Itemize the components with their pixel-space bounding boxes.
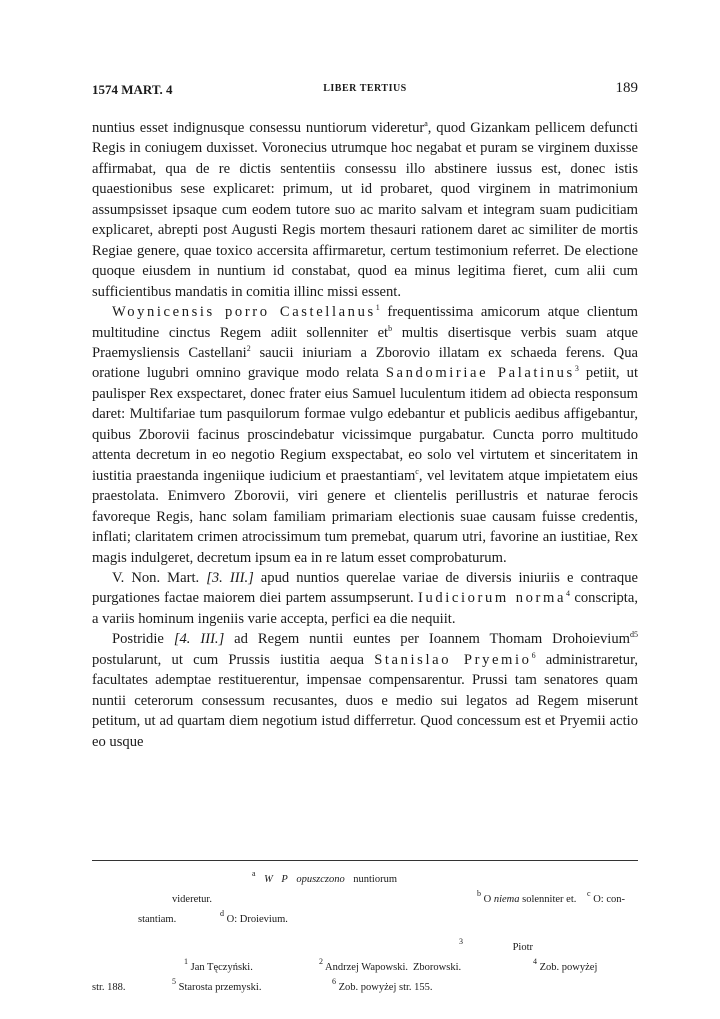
footnote-divider bbox=[92, 860, 638, 861]
source-siglum: O bbox=[483, 894, 492, 905]
footnote-ref-3: 3 bbox=[574, 364, 579, 374]
paragraph-2 bbox=[92, 302, 638, 568]
footnote-5 bbox=[172, 978, 332, 998]
running-header bbox=[92, 80, 638, 102]
footnote-ref-1: 1 bbox=[375, 303, 380, 313]
footnote-mark: 2 bbox=[319, 957, 323, 966]
footnote-mark: 5 bbox=[172, 977, 176, 986]
paragraph-3 bbox=[92, 568, 638, 629]
footnote-ref-b: b bbox=[388, 323, 393, 333]
footnotes bbox=[92, 870, 638, 998]
text-run: nuntius esset indignusque consessu nuntiorum videretur bbox=[92, 120, 425, 136]
note-text: Andrzej Wapowski. bbox=[325, 962, 408, 973]
text-run: ad Regem nuntii euntes per Ioannem Thomam Drohoievium bbox=[224, 631, 630, 648]
footnote-mark: 1 bbox=[184, 957, 188, 966]
page-number: 189 bbox=[615, 80, 638, 96]
footnote-a bbox=[172, 870, 397, 910]
footnote-mark: 3 bbox=[459, 937, 463, 946]
text-run: multis disertisque verbis suam atque Praemysliensis Castellani bbox=[92, 324, 638, 361]
text-run: conscripta, a variis hominum ingeniis varie accepta, perfici ea die nequiit. bbox=[92, 590, 638, 627]
note-text: Zob. powyżej bbox=[539, 962, 598, 973]
note-text: Zob. powyżej str. 155. bbox=[338, 982, 433, 993]
date-bracket: [3. III.] bbox=[206, 569, 254, 586]
footnote-3 bbox=[413, 938, 533, 978]
text-run: V. Non. Mart. bbox=[112, 569, 207, 586]
source-siglum: W P bbox=[264, 874, 288, 885]
text-run: postularunt, ut cum Prussis iustitia aequa bbox=[92, 651, 375, 668]
footnote-mark: b bbox=[477, 889, 481, 898]
note-text: Starosta przemyski. bbox=[178, 982, 262, 993]
footnote-ref-4: 4 bbox=[566, 589, 571, 599]
numbered-notes-line-1 bbox=[92, 938, 638, 978]
note-text: O: Droievium. bbox=[226, 914, 288, 925]
spaced-name: Stanislao Pryemio bbox=[374, 651, 532, 668]
note-text: Piotr Zborowski. bbox=[413, 942, 533, 973]
note-text: nuntiorum videretur. bbox=[172, 874, 398, 905]
footnote-b bbox=[397, 890, 587, 910]
footnote-ref-c: c bbox=[415, 466, 419, 476]
text-run: , vel levitatem atque impietatem eius praestolata. Enimvero Zborovii, viri genere et clientelis perillustris et naturae ferocis favoreque Regis, hanc solam familiam primariam electionis suae causam fuisse credentis, inflati; claritatem crimen atrocissimum tum premebat, quarum utri, favorine an iustitiae, Rex magis indulgeret, decretum ipsum ea in re latum esset comprobaturum. bbox=[92, 467, 638, 566]
footnote-mark: c bbox=[587, 889, 591, 898]
note-text: solenniter et. bbox=[522, 894, 577, 905]
text-run: Postridie bbox=[112, 631, 174, 648]
footnote-ref-a: a bbox=[424, 119, 428, 128]
footnote-mark: d bbox=[220, 909, 224, 918]
text-run: administraretur, facultates ademptae restituerentur, impensae compensarentur. Prussi tam senatores quam nuntii ceterorum consessum recusantes, duos e medio sui legatos ad Regem miserunt petitum, ut ad quartam diem negotium istud differretur. Quod concessum est et Pryemii actio eo usque bbox=[92, 651, 638, 750]
footnote-4 bbox=[533, 957, 598, 973]
apparatus-line-2 bbox=[92, 910, 638, 930]
spaced-name: Sandomiriae Palatinus bbox=[385, 365, 575, 382]
footnote-mark: 6 bbox=[332, 977, 336, 986]
spaced-name: Iudiciorum norma bbox=[417, 590, 567, 607]
note-text: stantiam. bbox=[138, 914, 177, 925]
spaced-name: Woynicensis porro Castellanus bbox=[112, 304, 376, 321]
footnote-ref-6: 6 bbox=[531, 650, 536, 660]
note-word: opuszczono bbox=[296, 874, 345, 885]
text-run: apud nuntios querelae variae de diversis iniuriis e contraque purgationes factae maiorem diei partem assumpserunt. bbox=[92, 569, 638, 607]
footnote-6 bbox=[332, 977, 433, 993]
header-title: LIBER TERTIUS bbox=[323, 83, 407, 94]
text-run: petiit, ut paulisper Rex exspectaret, donec frater eius Samuel luculentum itidem ad obiecta responsum daret: Multifariae tum pasquilorum formae vulgo edebantur et publicis aedibus affigebantur, quibus Zborovii facinus proscindebatur vicissimque purgabatur. Cuncta porro multitudo attenta decretum in eo negotio Regium exspectabat, eo solo vel virtutem et sinceritatem in iustitia praestanda ingeniique iudicium et praestantiam bbox=[92, 365, 638, 484]
text-run: , quod Gizankam pellicem defuncti Regis in coniugem duxisset. Voronecius utrumque hoc negabat et puram se virginem duxisse affirmabat, qua de re dictis sententiis consessu illo abstinere iussus est, donec istis quaestionibus sese explicaret: primum, ut id probaret, quod virginem in matrimonium assumpsisset ipsaque cum eodem tutore suo ac marito salvam et integram suam pudicitiam explicaret, abrepti post Augusti Regis mortem thesauri rationem daret ac similiter de mortis Regiae genere, quae toxico accersita affirmaretur, certum testimonium referret. De electione quoque eiusdem in nuntium id constabat, quod ea minus legitima fieret, cum alii cum sufficientibus mandatis in comitia illinc missi essent. bbox=[92, 120, 638, 300]
footnote-c bbox=[587, 889, 625, 905]
footnote-mark: 4 bbox=[533, 957, 537, 966]
footnote-mark: a bbox=[252, 869, 256, 878]
footnote-ref-d5: d5 bbox=[630, 630, 638, 640]
footnote-1 bbox=[138, 958, 273, 978]
apparatus-line-1 bbox=[92, 870, 638, 910]
note-text: O: con- bbox=[593, 894, 625, 905]
paragraph-1 bbox=[92, 118, 638, 302]
header-date: 1574 MART. 4 bbox=[92, 82, 173, 97]
note-text: str. 188. bbox=[92, 982, 126, 993]
note-word: niema bbox=[493, 894, 520, 905]
text-run: frequentissima amicorum atque clientum multitudine cinctus Regem adiit sollenniter et bbox=[92, 304, 639, 341]
paragraph-4 bbox=[92, 629, 638, 752]
footnote-2 bbox=[273, 958, 413, 978]
text-run: saucii iniuriam a Zborovio illatam ex schaeda ferens. Qua oratione lugubri omnino gravique modo relata bbox=[92, 344, 638, 382]
numbered-notes-line-2 bbox=[92, 978, 638, 998]
main-text bbox=[92, 118, 638, 752]
footnote-d bbox=[220, 909, 288, 925]
date-bracket: [4. III.] bbox=[173, 631, 225, 648]
note-text: Jan Tęczyński. bbox=[190, 962, 253, 973]
footnote-ref-2: 2 bbox=[246, 343, 251, 353]
